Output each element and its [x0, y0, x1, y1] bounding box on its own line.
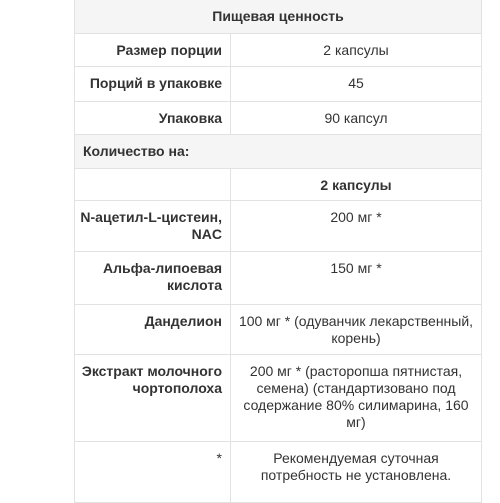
- ingredient-row: [75, 201, 481, 252]
- footnote-row: [75, 442, 481, 503]
- ingredient-name: N-ацетил-L-цистеин, NAC: [75, 201, 231, 251]
- ingredient-name: Альфа-липоевая кислота: [75, 252, 231, 304]
- summary-row-servings-per-container: [75, 67, 481, 102]
- column-header-empty: [75, 169, 231, 200]
- ingredient-row: [75, 355, 481, 442]
- amount-per-heading: Количество на:: [83, 143, 190, 159]
- summary-row-package: [75, 102, 481, 135]
- ingredient-name: Экстракт молочного чортополоха: [75, 355, 231, 441]
- footnote-mark: *: [75, 442, 231, 502]
- ingredient-amount: 200 мг * (расторопша пятнистая, семена) (стандартизовано под содержание 80% силимарина, 160 мг): [243, 363, 469, 430]
- summary-label: Порций в упаковке: [75, 67, 231, 101]
- table-title-row: [75, 0, 481, 34]
- ingredient-amount: 200 мг *: [330, 209, 382, 225]
- ingredient-row: [75, 252, 481, 305]
- ingredient-amount: 100 мг * (одуванчик лекарственный, корень): [238, 313, 474, 346]
- amount-per-row: [75, 135, 481, 169]
- ingredient-name: Данделион: [75, 305, 231, 354]
- footnote-text: Рекомендуемая суточная потребность не установлена.: [260, 450, 452, 483]
- summary-label: Размер порции: [75, 34, 231, 66]
- summary-label: Упаковка: [75, 102, 231, 134]
- column-header-row: [75, 169, 481, 201]
- summary-row-serving-size: [75, 34, 481, 67]
- summary-value: 2 капсулы: [323, 42, 389, 58]
- column-header: 2 капсулы: [320, 177, 392, 193]
- summary-value: 90 капсул: [324, 110, 388, 126]
- table-title: Пищевая ценность: [212, 8, 344, 24]
- ingredient-row: [75, 305, 481, 355]
- summary-value: 45: [348, 75, 364, 91]
- ingredient-amount: 150 мг *: [330, 260, 382, 276]
- nutrition-facts-table: [74, 0, 482, 503]
